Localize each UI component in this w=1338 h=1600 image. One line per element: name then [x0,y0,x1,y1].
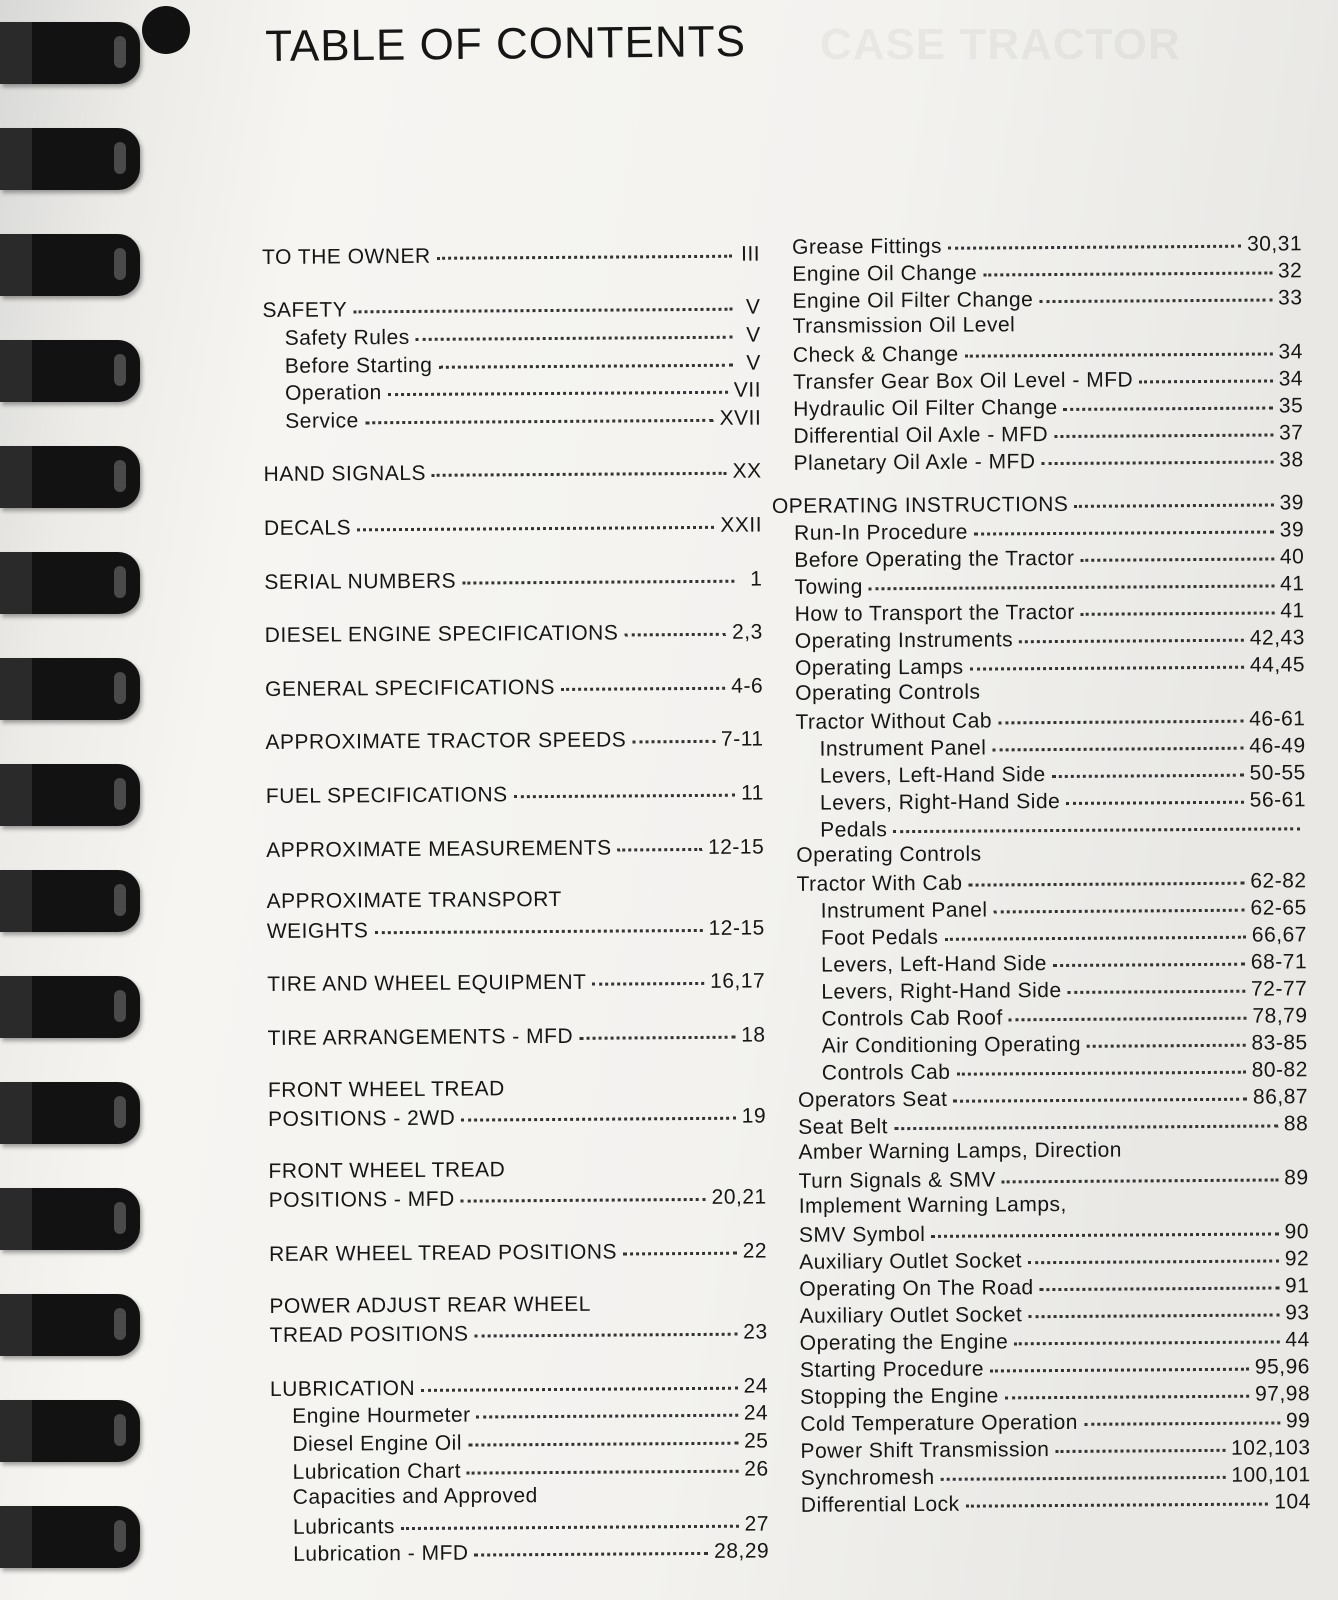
toc-entry-page: 100,101 [1231,1463,1311,1487]
toc-entry-title: Power Shift Transmission [800,1437,1050,1463]
toc-entry [266,778,764,809]
toc-entry [264,563,762,594]
toc-entry-page: 99 [1285,1409,1311,1433]
page-title: TABLE OF CONTENTS [265,16,747,71]
toc-entry [778,1405,1310,1436]
toc-entry-title: Safety Rules [284,326,410,350]
binding-ring [0,446,140,508]
dot-leader [894,1105,1278,1130]
toc-entry [265,724,763,755]
toc-entry-page: 20,21 [711,1185,767,1210]
dot-leader [1064,387,1273,410]
dot-leader [1074,484,1273,507]
dot-leader [374,910,702,934]
toc-entry-title: Turn Signals & SMV [798,1168,996,1193]
binding-ring [0,22,140,84]
dot-leader [474,1533,708,1557]
toc-entry-title: POWER ADJUST REAR WHEEL [269,1292,592,1318]
toc-entry-page: 104 [1274,1490,1311,1514]
toc-entry-page: 16,17 [710,969,766,994]
toc-entry [269,1236,767,1267]
dot-leader [437,236,733,260]
toc-entry-page: 12-15 [707,835,765,859]
toc-entry-title: DECALS [263,516,352,541]
dot-leader [1051,755,1243,778]
toc-entry-title: Transfer Gear Box Oil Level - MFD [792,368,1134,394]
toc-entry-page: 28,29 [714,1539,770,1564]
toc-entry-title: Levers, Right-Hand Side [821,978,1062,1004]
toc-entry [270,1317,768,1348]
dot-leader [1040,1267,1280,1291]
toc-entry-title: WEIGHTS [266,919,369,943]
dot-leader [1005,1376,1249,1400]
binding-ring [0,1400,140,1462]
toc-entry-title: Auxiliary Outlet Socket [799,1303,1023,1328]
toc-entry-title: Before Starting [284,353,433,378]
toc-entry-title: TIRE AND WHEEL EQUIPMENT [267,971,587,997]
toc-entry [773,649,1305,680]
toc-entry-page: 1 [750,567,763,591]
toc-entry-title: TIRE ARRANGEMENTS - MFD [267,1024,574,1050]
binding-ring [0,870,140,932]
toc-entry-title: Operating Lamps [794,655,964,680]
toc-entry-page: V [746,323,761,347]
toc-entry-title: Planetary Oil Axle - MFD [793,450,1036,475]
toc-entry-title: APPROXIMATE TRACTOR SPEEDS [265,728,627,755]
toc-entry-title: Controls Cab [821,1060,951,1085]
dot-leader [1039,279,1272,303]
dot-leader [956,1052,1245,1076]
dot-leader [990,1349,1249,1373]
toc-entry-page: 22 [742,1239,768,1263]
dot-leader [1028,1294,1279,1318]
dot-leader [1055,1430,1225,1453]
toc-entry-page: 11 [740,781,764,805]
toc-entry-title: Lubrication - MFD [293,1541,469,1567]
toc-entry-title: Cold Temperature Operation [800,1410,1078,1436]
toc-left-column [262,239,769,1567]
toc-entry-title: APPROXIMATE TRANSPORT [266,888,562,914]
toc-entry-page: 56-61 [1249,788,1307,812]
toc-entry-title: REAR WHEEL TREAD POSITIONS [268,1240,618,1266]
toc-entry-title: POSITIONS - 2WD [268,1106,456,1132]
dot-leader [513,775,735,798]
toc-entry-page: 4-6 [731,674,764,698]
toc-entry-title: Instrument Panel [820,898,988,923]
dot-leader [421,1368,738,1392]
dot-leader [893,808,1300,833]
dot-leader [964,333,1272,357]
toc-entry [266,831,764,862]
toc-entry-page: 50-55 [1249,761,1306,785]
toc-entry-title: Tractor Without Cab [795,709,993,734]
dot-leader [968,863,1244,887]
dot-leader [974,511,1274,535]
dot-leader [1041,441,1273,465]
dot-leader [416,317,733,341]
toc-entry-title: Tractor With Cab [796,871,963,896]
toc-entry-title: Capacities and Approved [292,1484,538,1510]
toc-entry [262,239,760,270]
toc-entry-title: TREAD POSITIONS [269,1322,469,1348]
binding-ring [0,1506,140,1568]
toc-entry-title: SMV Symbol [798,1222,926,1247]
dot-leader [970,647,1244,671]
dot-leader [983,252,1272,276]
dot-leader [992,728,1243,752]
toc-entry-page: 37 [1278,421,1304,445]
toc-entry-page: 44,45 [1249,653,1306,677]
dot-leader [1028,1240,1279,1264]
toc-entry [267,912,765,943]
toc-entry-page: 24 [743,1374,769,1398]
toc-entry-title: Levers, Right-Hand Side [819,789,1061,815]
toc-entry-page: 23 [743,1320,768,1344]
toc-entry-title: Towing [794,575,863,599]
dot-leader [632,721,715,743]
toc-entry-page: 62-65 [1250,896,1307,920]
toc-entry-title: OPERATING INSTRUCTIONS [771,492,1069,518]
toc-entry-page: V [745,296,761,320]
toc-entry-title: APPROXIMATE MEASUREMENTS [266,836,612,862]
binding-ring [0,1082,140,1144]
toc-entry-title: Hydraulic Oil Filter Change [793,395,1058,421]
dot-leader [432,453,727,477]
toc-entry-page: 97,98 [1254,1382,1311,1406]
dot-leader [1067,971,1245,994]
toc-entry-page: 41 [1280,572,1305,596]
dot-leader [467,1450,738,1474]
toc-entry-title: Controls Cab Roof [821,1006,1003,1031]
dot-leader [1084,1402,1280,1425]
toc-entry-page: 7-11 [720,727,764,752]
toc-entry-title: Engine Hourmeter [292,1403,471,1429]
toc-entry-title: SAFETY [262,298,348,323]
toc-entry-page: 33 [1278,286,1303,310]
toc-entry-page: 90 [1284,1220,1310,1244]
toc-entry [264,456,762,487]
toc-entry-page: 41 [1280,599,1305,623]
toc-entry-title: Run-In Procedure [794,520,968,545]
toc-entry-title: Operating Controls [795,680,981,705]
toc-entry-page: 102,103 [1230,1436,1311,1460]
binding-ring [0,552,140,614]
toc-entry-page: XX [732,459,762,484]
toc-entry-title: Stopping the Engine [800,1384,999,1409]
toc-entry-page: 25 [743,1429,769,1453]
dot-leader [388,372,728,396]
dot-leader [1080,538,1274,561]
binding-ring [0,340,140,402]
toc-entry-page: XVII [719,406,762,430]
dot-leader [1019,620,1244,643]
binding-ring [0,764,140,826]
toc-entry-title: Before Operating the Tractor [794,546,1075,572]
dot-leader [993,890,1244,914]
dot-leader [940,1457,1225,1481]
toc-entry-page: 40 [1279,545,1305,569]
binding-ring [0,128,140,190]
toc-entry-title: Instrument Panel [819,736,987,761]
toc-entry-title: Transmission Oil Level [792,313,1016,338]
toc-entry-title: Operators Seat [797,1087,948,1112]
toc-entry [263,402,761,433]
dot-leader [931,1213,1278,1237]
binding-ring [0,976,140,1038]
dot-leader [998,701,1243,725]
toc-entry-title: Engine Oil Filter Change [792,288,1034,313]
toc-entry-title: Auxiliary Outlet Socket [799,1249,1023,1274]
toc-entry-page: 34 [1278,340,1303,364]
toc-entry-page: 78,79 [1252,1004,1308,1028]
dot-leader [953,1079,1247,1103]
toc-entry-title: Amber Warning Lamps, Direction [798,1138,1122,1164]
dot-leader [476,1395,737,1419]
toc-entry [267,966,765,997]
toc-entry-title: Levers, Left-Hand Side [821,951,1047,977]
toc-entry-page: 19 [741,1104,767,1128]
dot-leader [353,289,732,314]
toc-entry-page: 38 [1279,448,1304,472]
dot-leader [357,507,714,531]
toc-entry-page: 86,87 [1252,1085,1309,1109]
toc-entry-title: Grease Fittings [792,234,943,259]
toc-entry-title: Check & Change [792,342,959,367]
toc-entry-page: 91 [1284,1274,1310,1298]
toc-entry-title: Diesel Engine Oil [292,1431,463,1456]
toc-entry-page: 39 [1279,518,1305,542]
toc-entry-title: POSITIONS - MFD [268,1188,455,1213]
toc-entry-page: 44 [1285,1328,1310,1352]
toc-entry-title: Levers, Left-Hand Side [819,762,1046,788]
toc-entry-title: SERIAL NUMBERS [264,569,457,594]
toc-entry-page: VII [733,378,762,402]
toc-entry-page: 18 [741,1023,766,1047]
toc-entry [779,1486,1311,1517]
dot-leader [401,1506,739,1530]
dot-leader [592,963,704,986]
dot-leader [462,560,734,584]
toc-entry-page: 68-71 [1250,950,1308,974]
toc-entry [265,670,763,701]
toc-entry-title: Pedals [820,818,888,842]
toc-entry [776,1108,1308,1139]
dot-leader [944,917,1246,941]
dot-leader [1087,1025,1246,1048]
dot-leader [869,565,1274,590]
toc-entry-title: Differential Lock [800,1492,960,1517]
dot-leader [561,668,725,691]
binding-ring [0,234,140,296]
punch-hole [142,6,190,54]
toc-entry-page: 89 [1284,1166,1309,1190]
toc-entry-title: FUEL SPECIFICATIONS [265,783,508,809]
dot-leader [1139,360,1273,383]
toc-entry [267,1020,765,1051]
binding-ring [0,1294,140,1356]
toc-entry-page: 27 [744,1512,770,1536]
spiral-binding [0,0,150,1600]
dot-leader [468,1423,738,1447]
toc-entry-page: 35 [1278,394,1304,418]
dot-leader [624,614,726,637]
dot-leader [474,1314,737,1338]
toc-entry-page: 2,3 [731,620,763,644]
bleed-through-heading [820,20,1181,70]
toc-entry-page: 72-77 [1250,977,1308,1001]
toc-entry-title: Engine Oil Change [792,261,978,286]
toc-entry-title: Differential Oil Axle - MFD [793,422,1049,448]
toc-entry-page: 83-85 [1251,1031,1308,1055]
dot-leader [365,400,714,424]
dot-leader [579,1017,735,1040]
dot-leader [948,226,1241,250]
toc-entry-title: Implement Warning Lamps, [798,1192,1067,1218]
toc-entry-title: GENERAL SPECIFICATIONS [265,675,556,701]
dot-leader [461,1098,736,1122]
dot-leader [461,1179,706,1203]
toc-entry-title: FRONT WHEEL TREAD [268,1158,506,1183]
toc-entry [770,282,1302,313]
toc-entry-page: III [740,242,761,266]
toc-entry-title: HAND SIGNALS [263,462,427,487]
toc-entry-title: Foot Pedals [820,925,939,950]
toc-entry-page: 34 [1278,367,1304,391]
toc-entry-page: 42,43 [1249,626,1305,650]
toc-entry-page: 80-82 [1251,1058,1308,1082]
toc-entry-page: 88 [1283,1112,1309,1136]
toc-entry-title: Service [285,409,359,433]
toc-entry-page: 46-61 [1249,707,1306,731]
toc-entry-page: 92 [1284,1247,1310,1271]
toc-entry [269,1182,767,1213]
toc-entry-title: TO THE OWNER [262,244,431,269]
toc-entry-page: 93 [1285,1301,1310,1325]
toc-entry-title: Synchromesh [800,1465,935,1490]
toc-entry-title: Lubricants [292,1514,395,1539]
toc-entry-title: Operating Controls [796,842,982,867]
toc-right-column [770,228,1311,1517]
toc-entry-page: 30,31 [1246,232,1303,256]
binding-ring [0,658,140,720]
dot-leader [1066,782,1244,805]
toc-entry-page: 24 [743,1401,769,1425]
toc-entry-page: 46-49 [1249,734,1306,758]
toc-entry-title: DIESEL ENGINE SPECIFICATIONS [264,621,619,648]
toc-entry-title: Starting Procedure [799,1357,985,1382]
toc-entry [265,617,763,648]
dot-leader [965,1484,1268,1508]
toc-entry-title: FRONT WHEEL TREAD [267,1077,505,1102]
binding-ring [0,1188,140,1250]
toc-entry-page: 12-15 [708,916,765,940]
toc-entry-page: 95,96 [1254,1355,1311,1379]
dot-leader [438,344,733,368]
toc-entry-title: Operating the Engine [799,1330,1009,1355]
toc-entry [777,1162,1309,1193]
dot-leader [1081,592,1275,615]
toc-entry-title: Seat Belt [798,1115,889,1139]
toc-entry [271,1536,769,1567]
toc-entry-title: Air Conditioning Operating [821,1032,1082,1058]
dot-leader [623,1233,737,1256]
toc-entry-title: Lubrication Chart [292,1459,462,1484]
toc-entry-page: V [746,351,761,375]
toc-entry-page: 39 [1279,491,1304,515]
toc-entry [268,1101,766,1132]
dot-leader [1053,944,1245,967]
toc-entry-page: XXII [720,513,763,537]
toc-entry-page: 32 [1277,259,1303,283]
dot-leader [1014,1321,1279,1345]
toc-entry-title: Operating Instruments [794,628,1014,653]
toc-entry-title: Operation [284,381,382,406]
toc-entry [270,1453,768,1484]
toc-entry [264,510,762,541]
toc-entry-title: Operating On The Road [799,1276,1034,1301]
dot-leader [1009,998,1247,1022]
toc-entry-title: LUBRICATION [269,1376,416,1401]
dot-leader [1054,414,1273,437]
dot-leader [617,829,702,851]
dot-leader [1002,1159,1278,1183]
toc-entry [772,444,1304,475]
toc-entry-title: How to Transport the Tractor [794,600,1075,626]
toc-entry-page: 26 [744,1457,769,1481]
toc-entry [774,811,1306,842]
toc-entry-page: 62-82 [1250,869,1307,893]
toc-entry-page: 66,67 [1251,923,1307,947]
